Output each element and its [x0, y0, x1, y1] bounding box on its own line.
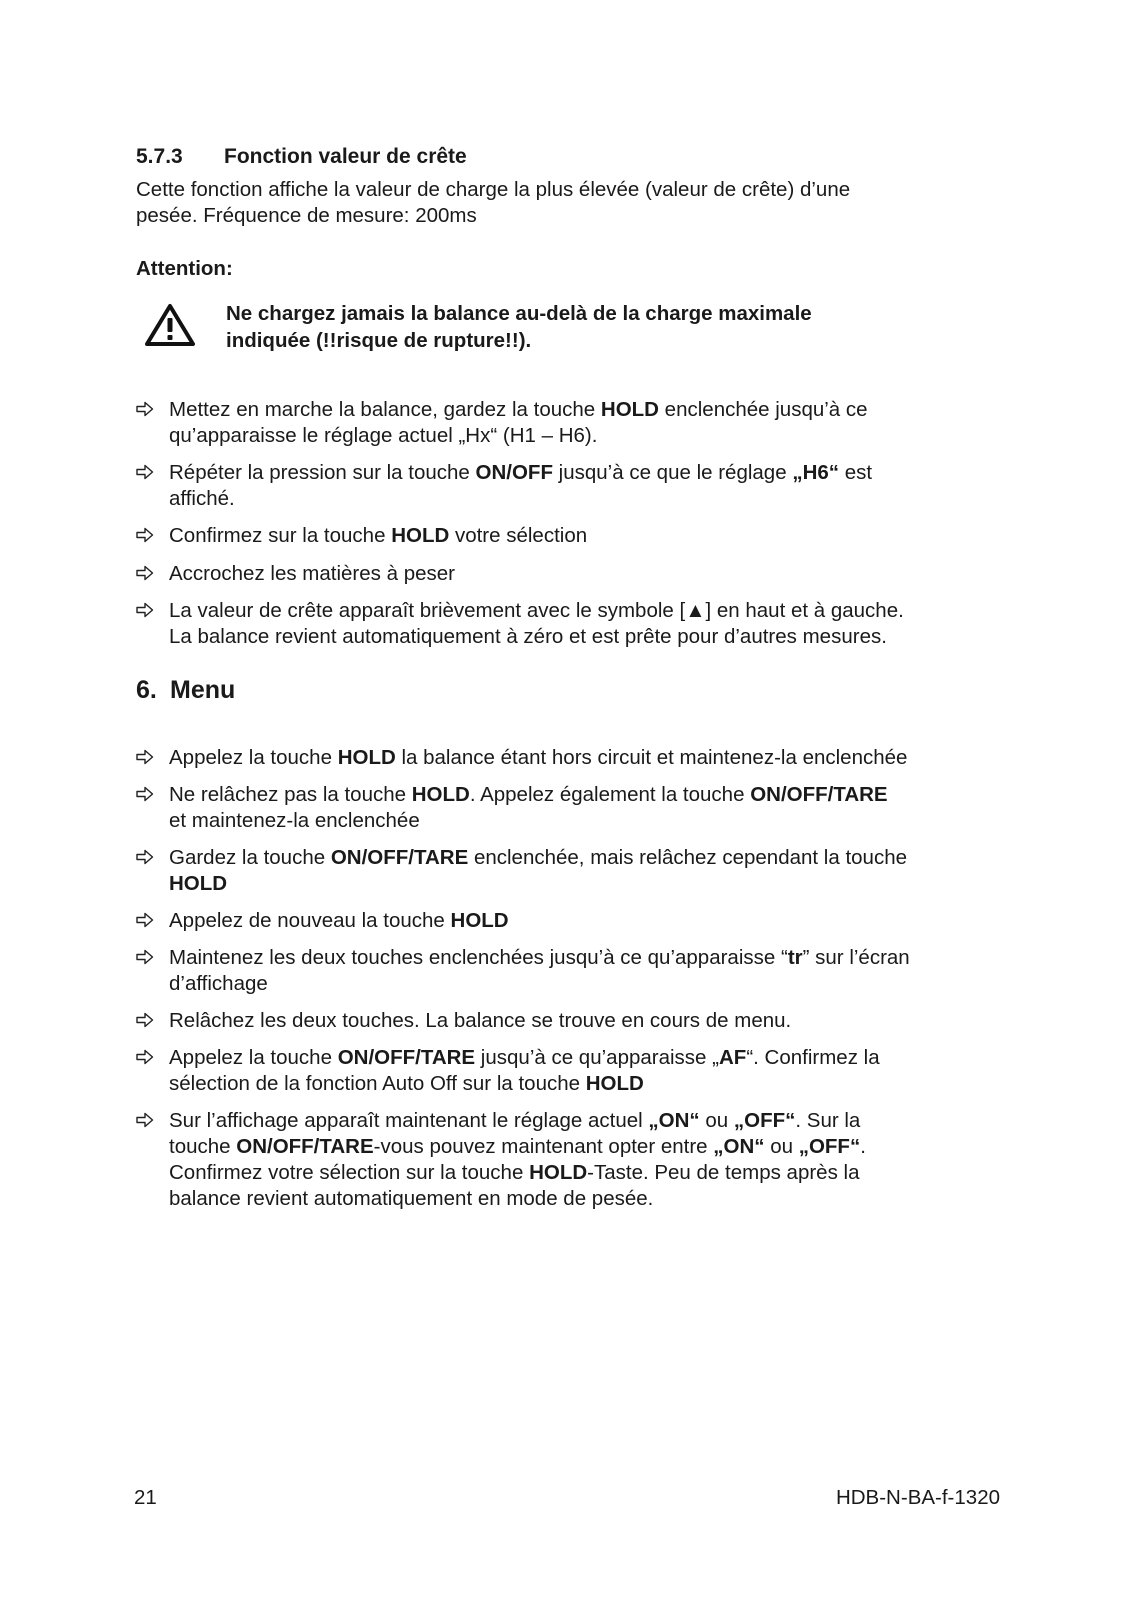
step-text: Confirmez sur la touche: [169, 524, 392, 547]
key-name: ON/OFF/TARE: [337, 1046, 476, 1069]
step-text: ” sur l’écran: [802, 946, 910, 969]
menu-steps: [136, 745, 996, 1223]
arrow-right-outline-icon: [136, 1049, 154, 1065]
key-name: HOLD: [529, 1161, 588, 1184]
section-number: 5.7.3: [136, 145, 183, 168]
arrow-right-outline-icon: [136, 1012, 154, 1028]
step-text: jusqu’à ce que le réglage: [552, 461, 793, 484]
arrow-right-outline-icon: [136, 527, 154, 543]
step-text: La balance revient automatiquement à zéro et est prête pour d’autres mesures.: [169, 625, 887, 648]
key-name: HOLD: [450, 909, 509, 932]
display-code: AF: [718, 1046, 747, 1069]
step-text: Confirmez votre sélection sur la touche: [169, 1161, 530, 1184]
step-text: Appelez de nouveau la touche: [169, 909, 451, 932]
arrow-right-outline-icon: [136, 749, 154, 765]
step-text: Accrochez les matières à peser: [169, 562, 455, 585]
step-text: d’affichage: [169, 972, 268, 995]
list-item: [136, 460, 996, 512]
menu-heading: [136, 676, 235, 705]
step-text: balance revient automatiquement en mode de pesée.: [169, 1187, 654, 1210]
key-name: HOLD: [585, 1072, 644, 1095]
step-text: sélection de la fonction Auto Off sur la touche: [169, 1072, 586, 1095]
arrow-right-outline-icon: [136, 565, 154, 581]
step-text: Appelez la touche: [169, 746, 338, 769]
peak-value-steps: [136, 397, 996, 650]
step-text: -Taste. Peu de temps après la: [587, 1161, 860, 1184]
step-text: .: [860, 1135, 866, 1158]
list-item: [136, 845, 996, 897]
step-text: La valeur de crête apparaît brièvement avec le symbole [▲] en haut et à gauche.: [169, 599, 904, 622]
key-name: HOLD: [600, 398, 659, 421]
arrow-right-outline-icon: [136, 949, 154, 965]
list-item: [136, 561, 996, 587]
arrow-right-outline-icon: [136, 786, 154, 802]
warning-line: Ne chargez jamais la balance au-delà de la charge maximale: [226, 302, 812, 325]
intro-line: pesée. Fréquence de mesure: 200ms: [136, 204, 477, 227]
list-item: [136, 523, 996, 549]
key-name: ON/OFF/TARE: [750, 783, 888, 806]
arrow-right-outline-icon: [136, 464, 154, 480]
step-text: -vous pouvez maintenant opter entre: [373, 1135, 714, 1158]
list-item: [136, 1108, 996, 1212]
key-name: HOLD: [169, 872, 228, 895]
document-code: HDB-N-BA-f-1320: [835, 1486, 1000, 1509]
step-text: est: [839, 461, 873, 484]
step-text: . Sur la: [795, 1109, 861, 1132]
list-item: [136, 782, 996, 834]
key-name: ON/OFF/TARE: [330, 846, 469, 869]
setting-value: „ON“: [713, 1135, 765, 1158]
intro-paragraph: [136, 177, 1016, 229]
setting-value: „OFF“: [798, 1135, 861, 1158]
key-name: HOLD: [337, 746, 396, 769]
step-text: Répéter la pression sur la touche: [169, 461, 476, 484]
key-name: ON/OFF: [475, 461, 553, 484]
list-item: [136, 1045, 996, 1097]
step-text: Sur l’affichage apparaît maintenant le réglage actuel: [169, 1109, 649, 1132]
step-text: enclenchée jusqu’à ce: [658, 398, 868, 421]
setting-value: „ON“: [648, 1109, 700, 1132]
step-text: Ne relâchez pas la touche: [169, 783, 412, 806]
step-text: qu’apparaisse le réglage actuel „Hx“ (H1 – H6).: [169, 424, 598, 447]
menu-number: 6.: [136, 676, 157, 704]
step-text: Maintenez les deux touches enclenchées jusqu’à ce qu’apparaisse “: [169, 946, 788, 969]
arrow-right-outline-icon: [136, 1112, 154, 1128]
step-text: . Appelez également la touche: [469, 783, 751, 806]
page-number: 21: [134, 1486, 157, 1509]
step-text: enclenchée, mais relâchez cependant la touche: [468, 846, 908, 869]
step-text: la balance étant hors circuit et maintenez-la enclenchée: [395, 746, 908, 769]
setting-value: „OFF“: [733, 1109, 796, 1132]
list-item: [136, 397, 996, 449]
list-item: [136, 745, 996, 771]
key-name: HOLD: [411, 783, 470, 806]
step-text: votre sélection: [449, 524, 588, 547]
arrow-right-outline-icon: [136, 912, 154, 928]
display-code: tr: [787, 946, 803, 969]
list-item: [136, 945, 996, 997]
step-text: Relâchez les deux touches. La balance se trouve en cours de menu.: [169, 1009, 792, 1032]
step-text: Appelez la touche: [169, 1046, 338, 1069]
arrow-right-outline-icon: [136, 602, 154, 618]
warning-line: indiquée (!!risque de rupture!!).: [226, 329, 532, 352]
key-name: ON/OFF/TARE: [236, 1135, 374, 1158]
menu-title: Menu: [170, 676, 236, 704]
step-text: affiché.: [169, 487, 235, 510]
step-text: et maintenez-la enclenchée: [169, 809, 420, 832]
intro-line: Cette fonction affiche la valeur de charge la plus élevée (valeur de crête) d’une: [136, 178, 851, 201]
section-title: Fonction valeur de crête: [224, 145, 467, 168]
arrow-right-outline-icon: [136, 849, 154, 865]
attention-label: Attention:: [136, 257, 233, 280]
section-heading: [136, 145, 467, 169]
list-item: [136, 598, 996, 650]
step-text: touche: [169, 1135, 237, 1158]
step-text: Mettez en marche la balance, gardez la touche: [169, 398, 601, 421]
warning-triangle-icon: [144, 302, 196, 348]
setting-value: „H6“: [792, 461, 840, 484]
step-text: ou: [764, 1135, 799, 1158]
list-item: [136, 908, 996, 934]
step-text: Gardez la touche: [169, 846, 331, 869]
key-name: HOLD: [391, 524, 450, 547]
step-text: ou: [699, 1109, 734, 1132]
step-text: “. Confirmez la: [746, 1046, 880, 1069]
attention-warning-text: [226, 300, 986, 354]
list-item: [136, 1008, 996, 1034]
step-text: jusqu’à ce qu’apparaisse „: [475, 1046, 719, 1069]
arrow-right-outline-icon: [136, 401, 154, 417]
